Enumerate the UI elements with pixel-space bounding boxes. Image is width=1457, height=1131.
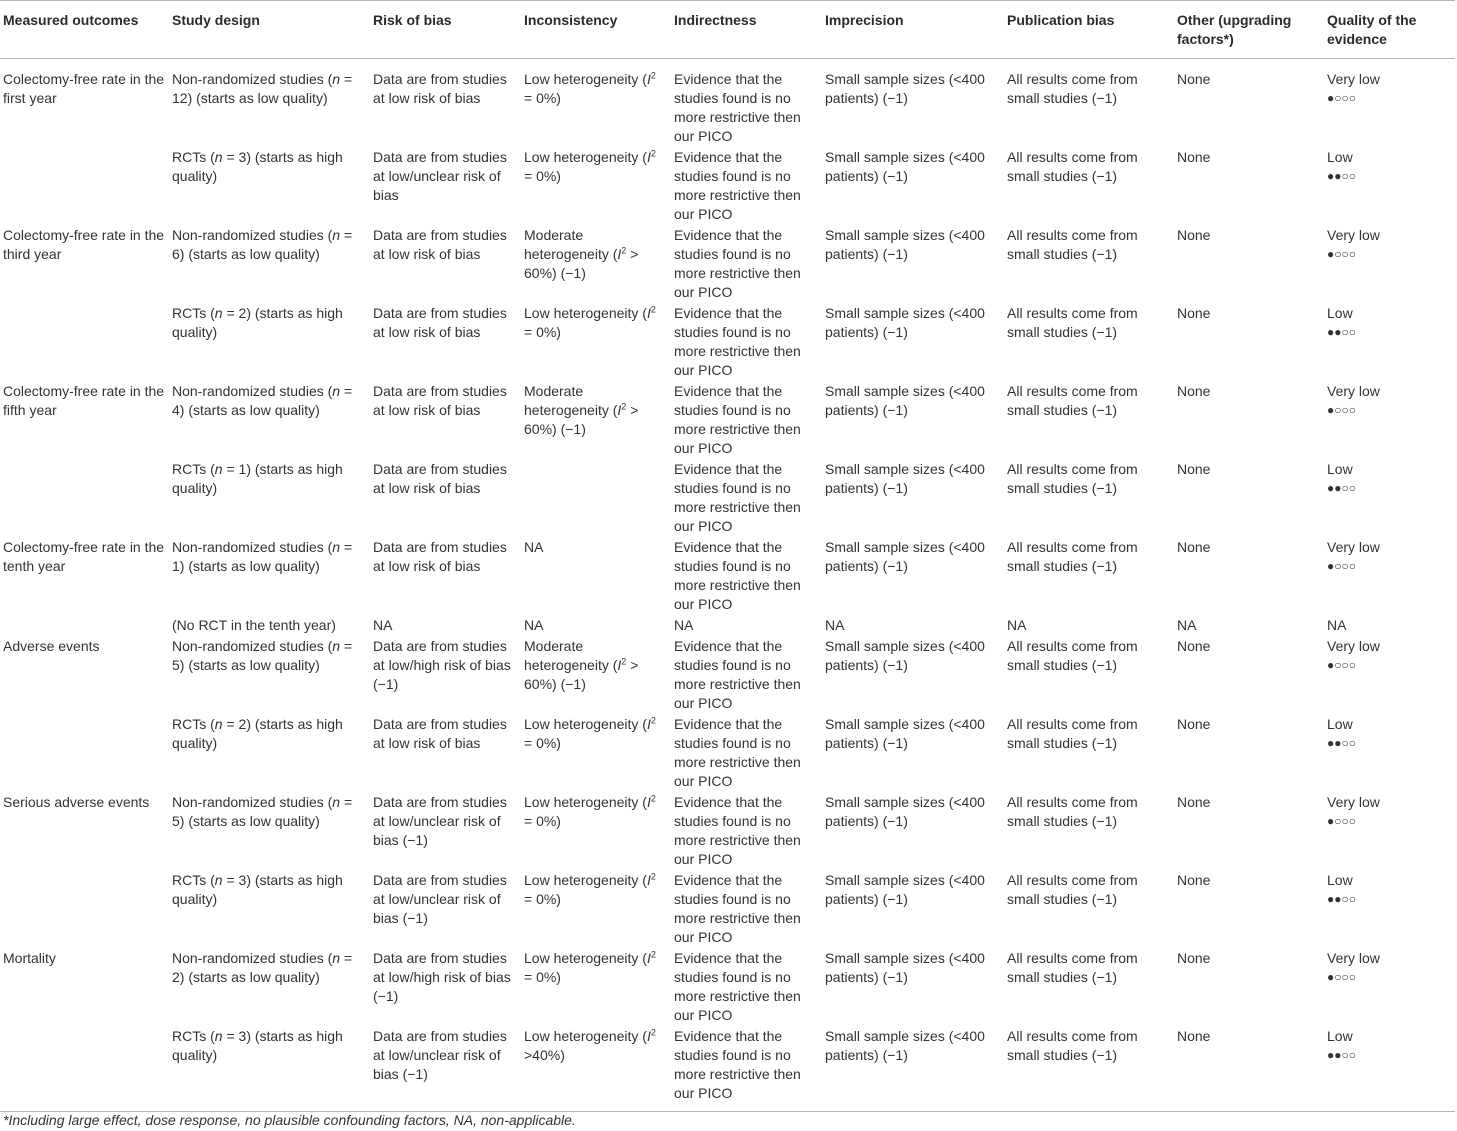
cell-risk-of-bias: Data are from studies at low/unclear risk of bias (−1) bbox=[370, 1025, 521, 1112]
cell-other-factors: None bbox=[1177, 71, 1211, 87]
cell-inconsistency bbox=[521, 458, 671, 536]
cell-inconsistency: Low heterogeneity $(I^2 = 0\%)$ bbox=[524, 949, 656, 985]
cell-imprecision: Small sample sizes (<400 patients) (−1) bbox=[825, 149, 985, 184]
cell-quality bbox=[1324, 224, 1455, 302]
cell-risk-of-bias: Data are from studies at low risk of bias bbox=[373, 461, 507, 496]
cell-study-design: Non-randomized studies (n = 2) (starts as low quality) bbox=[172, 950, 353, 985]
cell-indirectness: Evidence that the studies found is no more restrictive then our PICO bbox=[674, 716, 801, 789]
cell-indirectness: Evidence that the studies found is no more restrictive then our PICO bbox=[674, 227, 801, 300]
cell-other-factors: None bbox=[1177, 638, 1211, 654]
quality-label: NA bbox=[1327, 617, 1347, 633]
cell-measured-outcome: Adverse events bbox=[3, 638, 100, 654]
cell-indirectness: NA bbox=[674, 617, 694, 633]
cell-publication-bias: All results come from small studies (−1) bbox=[1007, 149, 1138, 184]
cell-quality bbox=[1324, 302, 1455, 380]
cell-risk-of-bias: Data are from studies at low/unclear risk of bias bbox=[373, 149, 507, 203]
cell-study-design: Non-randomized studies (n = 1) (starts as low quality) bbox=[172, 539, 353, 574]
table-row bbox=[0, 146, 1455, 224]
cell-risk-of-bias: Data are from studies at low risk of bias bbox=[373, 539, 507, 574]
quality-rating-dots: ●○○○ bbox=[1327, 814, 1356, 828]
cell-quality bbox=[1324, 947, 1455, 1025]
quality-label: Low bbox=[1327, 1028, 1353, 1044]
header-row bbox=[0, 1, 1455, 59]
cell-other-factors: None bbox=[1177, 305, 1211, 321]
table-row bbox=[0, 224, 1455, 302]
cell-study-design: RCTs (n = 3) (starts as high quality) bbox=[172, 872, 343, 907]
cell-publication-bias: All results come from small studies (−1) bbox=[1007, 539, 1138, 574]
cell-measured-outcome: Colectomy-free rate in the fifth year bbox=[3, 383, 165, 418]
cell-publication-bias: All results come from small studies (−1) bbox=[1007, 305, 1138, 340]
cell-quality bbox=[1324, 536, 1455, 614]
table-row bbox=[0, 380, 1455, 458]
cell-publication-bias: All results come from small studies (−1) bbox=[1007, 71, 1138, 106]
cell-other-factors: None bbox=[1177, 539, 1211, 555]
cell-inconsistency: Moderate heterogeneity $(I^2 > 60\%)$ (−1) bbox=[524, 227, 639, 281]
quality-label: Very low bbox=[1327, 383, 1380, 399]
cell-other-factors: NA bbox=[1177, 617, 1197, 633]
table-row bbox=[0, 458, 1455, 536]
table-footnote: *Including large effect, dose response, no plausible confounding factors, NA, non-applicable. bbox=[3, 1112, 576, 1128]
cell-publication-bias: All results come from small studies (−1) bbox=[1007, 227, 1138, 262]
cell-risk-of-bias: Data are from studies at low risk of bias bbox=[373, 383, 507, 418]
cell-quality bbox=[1324, 146, 1455, 224]
cell-risk-of-bias: Data are from studies at low risk of bias bbox=[373, 716, 507, 751]
cell-quality bbox=[1324, 1025, 1455, 1112]
cell-publication-bias: All results come from small studies (−1) bbox=[1007, 716, 1138, 751]
quality-label: Low bbox=[1327, 149, 1353, 165]
cell-publication-bias: NA bbox=[1007, 617, 1027, 633]
quality-label: Low bbox=[1327, 461, 1353, 477]
cell-indirectness: Evidence that the studies found is no more restrictive then our PICO bbox=[674, 71, 801, 144]
cell-imprecision: Small sample sizes (<400 patients) (−1) bbox=[825, 227, 985, 262]
cell-risk-of-bias: Data are from studies at low/high risk of bias (−1) bbox=[373, 950, 511, 1004]
header-inconsistency: Inconsistency bbox=[521, 1, 671, 59]
cell-inconsistency: Moderate heterogeneity $(I^2 > 60\%)$ (−1) bbox=[524, 638, 639, 692]
cell-quality bbox=[1324, 869, 1455, 947]
table-row bbox=[0, 635, 1455, 713]
header-indirectness: Indirectness bbox=[671, 1, 822, 59]
cell-measured-outcome bbox=[0, 146, 169, 224]
cell-imprecision: Small sample sizes (<400 patients) (−1) bbox=[825, 794, 985, 829]
cell-study-design: RCTs (n = 3) (starts as high quality) bbox=[172, 149, 343, 184]
cell-study-design: Non-randomized studies (n = 5) (starts as low quality) bbox=[172, 794, 353, 829]
cell-imprecision: Small sample sizes (<400 patients) (−1) bbox=[825, 872, 985, 907]
cell-inconsistency: Low heterogeneity $(I^2 = 0\%)$ bbox=[524, 715, 656, 751]
quality-rating-dots: ●●○○ bbox=[1327, 325, 1356, 339]
cell-other-factors: None bbox=[1177, 383, 1211, 399]
table-row bbox=[0, 869, 1455, 947]
cell-indirectness: Evidence that the studies found is no more restrictive then our PICO bbox=[674, 305, 801, 378]
quality-rating-dots: ●●○○ bbox=[1327, 481, 1356, 495]
cell-publication-bias: All results come from small studies (−1) bbox=[1007, 383, 1138, 418]
cell-imprecision: Small sample sizes (<400 patients) (−1) bbox=[825, 716, 985, 751]
cell-other-factors: None bbox=[1177, 149, 1211, 165]
header-quality-of-evidence: Quality of the evidence bbox=[1324, 1, 1455, 59]
cell-imprecision: Small sample sizes (<400 patients) (−1) bbox=[825, 383, 985, 418]
header-other-upgrading-factors: Other (upgrading factors*) bbox=[1174, 1, 1324, 59]
cell-measured-outcome: Colectomy-free rate in the third year bbox=[3, 227, 165, 262]
quality-label: Very low bbox=[1327, 950, 1380, 966]
table-row bbox=[0, 1025, 1455, 1112]
quality-label: Very low bbox=[1327, 539, 1380, 555]
cell-inconsistency: Low heterogeneity $(I^2 >40\%)$ bbox=[521, 1025, 671, 1112]
cell-inconsistency: Low heterogeneity $(I^2 = 0\%)$ bbox=[524, 304, 656, 340]
cell-measured-outcome bbox=[0, 713, 169, 791]
table-row bbox=[0, 59, 1455, 147]
quality-label: Very low bbox=[1327, 638, 1380, 654]
quality-rating-dots: ●●○○ bbox=[1327, 736, 1356, 750]
cell-risk-of-bias: Data are from studies at low/high risk of bias (−1) bbox=[373, 638, 511, 692]
cell-indirectness: Evidence that the studies found is no more restrictive then our PICO bbox=[674, 950, 801, 1023]
quality-rating-dots: ●●○○ bbox=[1327, 169, 1356, 183]
cell-measured-outcome: Colectomy-free rate in the tenth year bbox=[3, 539, 165, 574]
cell-study-design: RCTs (n = 1) (starts as high quality) bbox=[172, 461, 343, 496]
table-body bbox=[0, 59, 1455, 1112]
cell-inconsistency: Low heterogeneity $(I^2 = 0\%)$ bbox=[524, 148, 656, 184]
quality-label: Very low bbox=[1327, 227, 1380, 243]
cell-quality bbox=[1324, 458, 1455, 536]
cell-inconsistency: Moderate heterogeneity $(I^2 > 60\%)$ (−1) bbox=[524, 383, 639, 437]
cell-imprecision: Small sample sizes (<400 patients) (−1) bbox=[825, 305, 985, 340]
cell-study-design: RCTs (n = 2) (starts as high quality) bbox=[172, 716, 343, 751]
cell-publication-bias: All results come from small studies (−1) bbox=[1007, 950, 1138, 985]
cell-indirectness: Evidence that the studies found is no more restrictive then our PICO bbox=[674, 149, 801, 222]
cell-study-design: Non-randomized studies (n = 5) (starts as low quality) bbox=[172, 638, 353, 673]
cell-study-design: Non-randomized studies (n = 12) (starts as low quality) bbox=[172, 71, 353, 106]
header-measured-outcomes: Measured outcomes bbox=[0, 1, 169, 59]
cell-publication-bias: All results come from small studies (−1) bbox=[1004, 1025, 1174, 1112]
quality-rating-dots: ●●○○ bbox=[1327, 892, 1356, 906]
cell-imprecision: Small sample sizes (<400 patients) (−1) bbox=[825, 461, 985, 496]
quality-label: Very low bbox=[1327, 71, 1380, 87]
cell-measured-outcome bbox=[0, 869, 169, 947]
cell-measured-outcome bbox=[0, 458, 169, 536]
cell-risk-of-bias: Data are from studies at low risk of bias bbox=[373, 305, 507, 340]
cell-indirectness: Evidence that the studies found is no more restrictive then our PICO bbox=[674, 461, 801, 534]
cell-quality bbox=[1324, 59, 1455, 147]
cell-publication-bias: All results come from small studies (−1) bbox=[1007, 794, 1138, 829]
cell-publication-bias: All results come from small studies (−1) bbox=[1007, 461, 1138, 496]
cell-quality bbox=[1324, 380, 1455, 458]
cell-indirectness: Evidence that the studies found is no more restrictive then our PICO bbox=[674, 794, 801, 867]
quality-rating-dots: ●○○○ bbox=[1327, 559, 1356, 573]
quality-rating-dots: ●○○○ bbox=[1327, 91, 1356, 105]
cell-inconsistency: Low heterogeneity $(I^2 = 0\%)$ bbox=[524, 70, 656, 106]
cell-publication-bias: All results come from small studies (−1) bbox=[1007, 872, 1138, 907]
cell-indirectness: Evidence that the studies found is no more restrictive then our PICO bbox=[674, 638, 801, 711]
cell-indirectness: Evidence that the studies found is no more restrictive then our PICO bbox=[674, 539, 801, 612]
cell-quality bbox=[1324, 635, 1455, 713]
cell-other-factors: None bbox=[1177, 227, 1211, 243]
cell-quality bbox=[1324, 791, 1455, 869]
header-publication-bias: Publication bias bbox=[1004, 1, 1174, 59]
cell-imprecision: Small sample sizes (<400 patients) (−1) bbox=[825, 539, 985, 574]
quality-rating-dots: ●○○○ bbox=[1327, 658, 1356, 672]
cell-study-design: Non-randomized studies (n = 4) (starts as low quality) bbox=[172, 383, 353, 418]
header-study-design: Study design bbox=[169, 1, 370, 59]
cell-indirectness: Evidence that the studies found is no more restrictive then our PICO bbox=[674, 872, 801, 945]
table-row bbox=[0, 791, 1455, 869]
quality-label: Low bbox=[1327, 716, 1353, 732]
cell-inconsistency: Low heterogeneity $(I^2 = 0\%)$ bbox=[524, 793, 656, 829]
quality-rating-dots: ●○○○ bbox=[1327, 970, 1356, 984]
cell-risk-of-bias: Data are from studies at low risk of bias bbox=[373, 227, 507, 262]
table-row bbox=[0, 302, 1455, 380]
cell-study-design: Non-randomized studies (n = 6) (starts as low quality) bbox=[172, 227, 353, 262]
cell-imprecision: Small sample sizes (<400 patients) (−1) bbox=[822, 1025, 1004, 1112]
cell-measured-outcome bbox=[0, 302, 169, 380]
cell-imprecision: Small sample sizes (<400 patients) (−1) bbox=[825, 950, 985, 985]
cell-indirectness: Evidence that the studies found is no more restrictive then our PICO bbox=[671, 1025, 822, 1112]
cell-measured-outcome: Serious adverse events bbox=[3, 794, 150, 810]
cell-imprecision: NA bbox=[825, 617, 845, 633]
cell-inconsistency: NA bbox=[524, 617, 544, 633]
cell-other-factors: None bbox=[1177, 872, 1211, 888]
cell-other-factors: None bbox=[1177, 716, 1211, 732]
cell-inconsistency: Low heterogeneity $(I^2 = 0\%)$ bbox=[524, 871, 656, 907]
cell-study-design: RCTs (n = 2) (starts as high quality) bbox=[172, 305, 343, 340]
cell-risk-of-bias: NA bbox=[373, 617, 393, 633]
cell-risk-of-bias: Data are from studies at low/unclear risk of bias (−1) bbox=[373, 794, 507, 848]
header-risk-of-bias: Risk of bias bbox=[370, 1, 521, 59]
quality-rating-dots: ●○○○ bbox=[1327, 403, 1356, 417]
cell-imprecision: Small sample sizes (<400 patients) (−1) bbox=[825, 71, 985, 106]
header-imprecision: Imprecision bbox=[822, 1, 1004, 59]
cell-inconsistency: NA bbox=[524, 539, 544, 555]
quality-rating-dots: ●○○○ bbox=[1327, 247, 1356, 261]
cell-publication-bias: All results come from small studies (−1) bbox=[1007, 638, 1138, 673]
cell-study-design: RCTs (n = 3) (starts as high quality) bbox=[169, 1025, 370, 1112]
cell-quality bbox=[1324, 713, 1455, 791]
cell-measured-outcome bbox=[0, 614, 169, 635]
table-row bbox=[0, 614, 1455, 635]
cell-other-factors: None bbox=[1177, 950, 1211, 966]
cell-quality bbox=[1324, 614, 1455, 635]
cell-risk-of-bias: Data are from studies at low risk of bias bbox=[373, 71, 507, 106]
cell-other-factors: None bbox=[1177, 794, 1211, 810]
table-row bbox=[0, 536, 1455, 614]
quality-label: Low bbox=[1327, 305, 1353, 321]
cell-measured-outcome bbox=[0, 1025, 169, 1112]
cell-other-factors: None bbox=[1174, 1025, 1324, 1112]
cell-measured-outcome: Colectomy-free rate in the first year bbox=[3, 71, 165, 106]
cell-indirectness: Evidence that the studies found is no more restrictive then our PICO bbox=[674, 383, 801, 456]
quality-rating-dots: ●●○○ bbox=[1327, 1048, 1356, 1062]
table-row bbox=[0, 947, 1455, 1025]
cell-risk-of-bias: Data are from studies at low/unclear risk of bias (−1) bbox=[373, 872, 507, 926]
quality-label: Low bbox=[1327, 872, 1353, 888]
cell-study-design: (No RCT in the tenth year) bbox=[172, 617, 336, 633]
cell-other-factors: None bbox=[1177, 461, 1211, 477]
table-row bbox=[0, 713, 1455, 791]
quality-label: Very low bbox=[1327, 794, 1380, 810]
cell-imprecision: Small sample sizes (<400 patients) (−1) bbox=[825, 638, 985, 673]
cell-measured-outcome: Mortality bbox=[3, 950, 56, 966]
